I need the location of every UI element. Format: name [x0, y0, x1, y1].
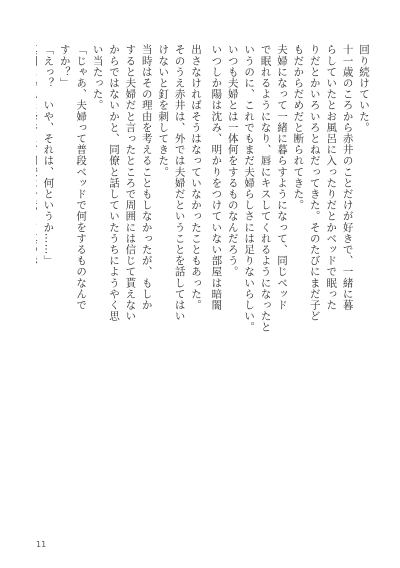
text-line: 十一歳のころから赤井のことだけが好きで、一緒に暮	[341, 44, 354, 311]
text-line: そのうえ赤井は、外では夫婦だということを話してはい	[173, 44, 186, 322]
text-line: 「じゃあ、夫婦って普段ベッドで何をするものなんで	[75, 44, 88, 311]
text-line: けないと釘を刺してきた。	[157, 44, 170, 178]
text-line: 「えっ？ いや、それは、何というか……」	[42, 44, 55, 266]
text-block-right	[207, 44, 372, 522]
text-line	[207, 44, 208, 522]
text-line: いうのに、これでもまだ夫婦らしさには足りないらしい。	[243, 44, 256, 333]
text-line: 当時はその理由を考えることもしなかったが、もしか	[140, 44, 153, 311]
text-line	[36, 44, 40, 522]
text-block-left	[36, 44, 204, 522]
text-line: いつしか陽は沈み、明かりをつけていない部屋は暗闇	[210, 44, 223, 311]
text-line: 出さなければそうはなっていなかったこともあった。	[190, 44, 202, 311]
text-line: で眠れるようになり、唇にキスしてくれるようになったと	[259, 44, 272, 333]
text-line: らしていたとお風呂に入ったりだとかベッドで眠った	[325, 44, 338, 311]
text-line: 回り続けていた。	[358, 44, 370, 133]
text-line: すると夫婦だと言ったところで周囲には信じて貰えない	[124, 44, 137, 322]
text-line: りだとかいろいろとねだってきた。そのたびにまだ子ど	[308, 44, 321, 322]
text-line: すか？」	[58, 44, 71, 89]
text-line: もだからだめだと断られてきた。	[292, 44, 305, 211]
text-line: いつも夫婦とは一体何をするものなんだろう。	[226, 44, 239, 278]
text-line: い当たった。	[91, 44, 104, 111]
text-line: からではないかと、同僚と話していたうちにようやく思	[107, 44, 120, 322]
page-number: 11	[36, 540, 47, 549]
text-line: 夫婦になって一緒に暮らすようになって、同じベッド	[275, 44, 288, 311]
